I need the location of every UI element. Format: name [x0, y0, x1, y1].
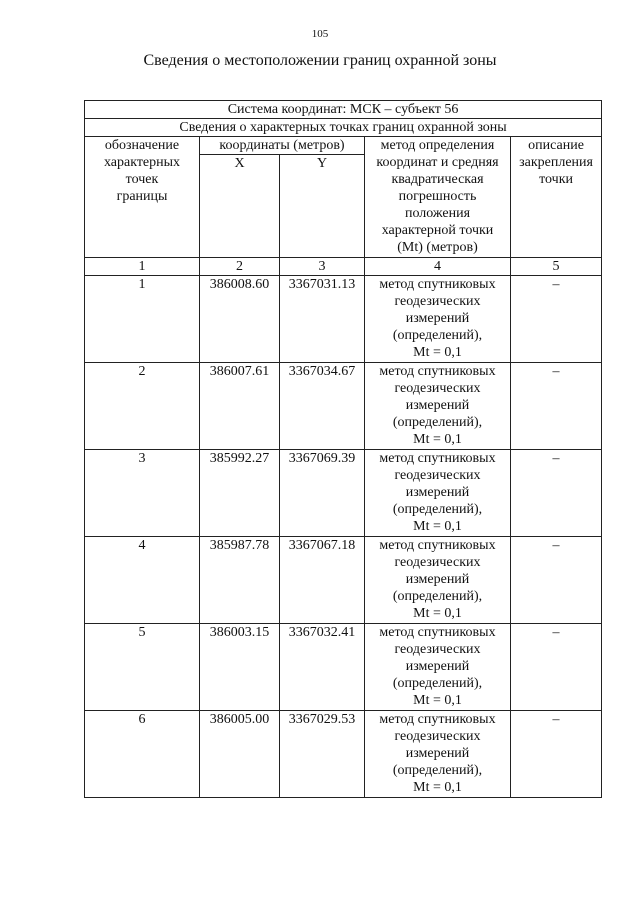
- column-number: 3: [280, 258, 365, 276]
- x-coordinate-cell: 386007.61: [200, 363, 280, 450]
- y-coordinate-cell: 3367034.67: [280, 363, 365, 450]
- method-line: измерений: [405, 311, 470, 326]
- method-cell: [365, 711, 511, 798]
- table-row: [85, 450, 602, 537]
- point-number-cell: 6: [85, 711, 200, 798]
- fixation-description-cell: –: [511, 276, 602, 363]
- method-line: метод спутниковых: [379, 364, 496, 379]
- point-number-cell: 2: [85, 363, 200, 450]
- fixation-description-cell: –: [511, 624, 602, 711]
- fixation-description-cell: –: [511, 450, 602, 537]
- header-line: точки: [539, 172, 573, 187]
- method-line: измерений: [405, 659, 470, 674]
- method-line: Mt = 0,1: [413, 693, 462, 708]
- method-line: геодезических: [394, 381, 481, 396]
- table-row: [85, 537, 602, 624]
- method-cell: [365, 450, 511, 537]
- y-coordinate-cell: 3367069.39: [280, 450, 365, 537]
- table-row: [85, 363, 602, 450]
- fixation-description-cell: –: [511, 711, 602, 798]
- method-line: измерений: [405, 572, 470, 587]
- method-cell: [365, 363, 511, 450]
- header-line: описание: [528, 138, 584, 153]
- header-line: метод определения: [380, 138, 495, 153]
- column-number-row: [85, 258, 602, 276]
- x-coordinate-cell: 386005.00: [200, 711, 280, 798]
- header-line: (Mt) (метров): [397, 240, 478, 255]
- method-line: Mt = 0,1: [413, 606, 462, 621]
- method-line: (определений),: [392, 763, 483, 778]
- method-line: метод спутниковых: [379, 625, 496, 640]
- x-header: X: [200, 155, 280, 258]
- x-coordinate-cell: 385987.78: [200, 537, 280, 624]
- coordinate-system-header: Система координат: МСК – субъект 56: [85, 101, 602, 119]
- document-title: Сведения о местоположении границ охранной зоны: [143, 52, 497, 69]
- method-line: геодезических: [394, 468, 481, 483]
- header-line: характерных: [103, 155, 181, 170]
- x-coordinate-cell: 386003.15: [200, 624, 280, 711]
- header-line: характерной точки: [381, 223, 494, 238]
- point-designation-header: [85, 137, 200, 258]
- column-number: 2: [200, 258, 280, 276]
- method-cell: [365, 276, 511, 363]
- column-number: 5: [511, 258, 602, 276]
- method-line: метод спутниковых: [379, 712, 496, 727]
- method-line: Mt = 0,1: [413, 780, 462, 795]
- header-line: границы: [116, 189, 168, 204]
- method-line: Mt = 0,1: [413, 519, 462, 534]
- method-line: геодезических: [394, 555, 481, 570]
- method-line: (определений),: [392, 415, 483, 430]
- method-line: геодезических: [394, 729, 481, 744]
- header-line: квадратическая: [391, 172, 484, 187]
- method-header: [365, 137, 511, 258]
- boundary-points-table: [84, 100, 602, 798]
- method-line: (определений),: [392, 328, 483, 343]
- method-line: геодезических: [394, 642, 481, 657]
- column-number: 4: [365, 258, 511, 276]
- header-line: погрешность: [398, 189, 477, 204]
- fixation-description-cell: –: [511, 363, 602, 450]
- point-number-cell: 3: [85, 450, 200, 537]
- point-number-cell: 4: [85, 537, 200, 624]
- x-coordinate-cell: 385992.27: [200, 450, 280, 537]
- header-line: обозначение: [104, 138, 180, 153]
- method-line: (определений),: [392, 676, 483, 691]
- table-row: [85, 711, 602, 798]
- table-row: [85, 276, 602, 363]
- y-coordinate-cell: 3367031.13: [280, 276, 365, 363]
- method-line: метод спутниковых: [379, 451, 496, 466]
- method-cell: [365, 537, 511, 624]
- header-line: закрепления: [519, 155, 593, 170]
- method-line: (определений),: [392, 502, 483, 517]
- section-header: Сведения о характерных точках границ охранной зоны: [85, 119, 602, 137]
- point-number-cell: 1: [85, 276, 200, 363]
- method-line: измерений: [405, 746, 470, 761]
- column-number: 1: [85, 258, 200, 276]
- method-line: метод спутниковых: [379, 538, 496, 553]
- y-coordinate-cell: 3367032.41: [280, 624, 365, 711]
- x-coordinate-cell: 386008.60: [200, 276, 280, 363]
- point-number-cell: 5: [85, 624, 200, 711]
- method-line: Mt = 0,1: [413, 432, 462, 447]
- header-line: координат и средняя: [376, 155, 499, 170]
- y-coordinate-cell: 3367029.53: [280, 711, 365, 798]
- method-cell: [365, 624, 511, 711]
- fixation-description-header: [511, 137, 602, 258]
- header-line: положения: [404, 206, 471, 221]
- method-line: Mt = 0,1: [413, 345, 462, 360]
- coordinates-header: координаты (метров): [200, 137, 365, 155]
- header-line: точек: [125, 172, 159, 187]
- y-coordinate-cell: 3367067.18: [280, 537, 365, 624]
- method-line: геодезических: [394, 294, 481, 309]
- method-line: измерений: [405, 398, 470, 413]
- method-line: измерений: [405, 485, 470, 500]
- page-number: 105: [311, 28, 329, 40]
- table-row: [85, 624, 602, 711]
- method-line: метод спутниковых: [379, 277, 496, 292]
- method-line: (определений),: [392, 589, 483, 604]
- y-header: Y: [280, 155, 365, 258]
- fixation-description-cell: –: [511, 537, 602, 624]
